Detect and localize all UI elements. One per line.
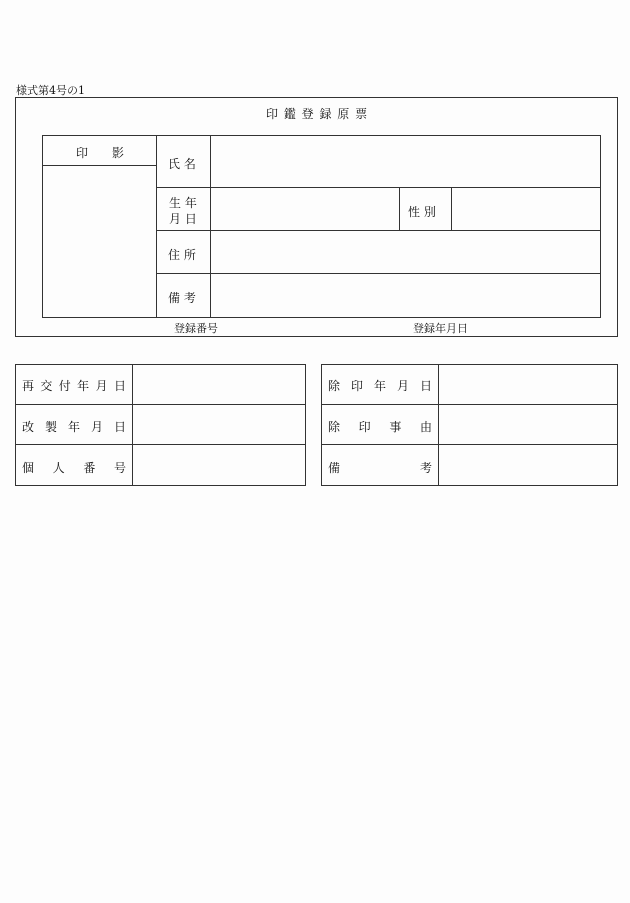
- label-char: 交: [40, 379, 53, 393]
- birth-label-line1: 生 年: [169, 196, 197, 210]
- label-char: 製: [44, 420, 57, 434]
- name-label: 氏 名: [168, 157, 196, 171]
- label-char: 再: [22, 379, 35, 393]
- form-number: 様式第4号の1: [16, 84, 85, 97]
- label-char: 個: [22, 461, 35, 475]
- label-char: 月: [396, 379, 409, 393]
- individual-number-field[interactable]: [133, 445, 305, 485]
- label-char: 日: [113, 420, 126, 434]
- removal-reason-label: [328, 418, 432, 435]
- label-char: 号: [113, 461, 126, 475]
- birth-label-line2: 月 日: [169, 212, 197, 226]
- lower-remarks-field[interactable]: [439, 445, 617, 485]
- label-char: 月: [95, 379, 108, 393]
- label-char: 年: [67, 420, 80, 434]
- address-label: 住 所: [168, 248, 196, 262]
- label-char: 除: [328, 379, 341, 393]
- registration-number-label: 登録番号: [174, 322, 218, 335]
- remarks-field[interactable]: [211, 274, 600, 317]
- form-title: 印 鑑 登 録 原 票: [266, 107, 369, 121]
- reissue-date-field[interactable]: [133, 365, 305, 404]
- label-char: 日: [419, 379, 432, 393]
- birthdate-field[interactable]: [211, 188, 399, 230]
- seal-impression-box[interactable]: [42, 135, 157, 318]
- label-char: 年: [373, 379, 386, 393]
- label-char: 印: [358, 420, 371, 434]
- reissue-date-label: [22, 377, 126, 394]
- gender-field[interactable]: [452, 188, 600, 230]
- label-char: 年: [77, 379, 90, 393]
- removal-date-field[interactable]: [439, 365, 617, 404]
- label-char: 付: [58, 379, 71, 393]
- label-char: 人: [52, 461, 65, 475]
- label-char: 事: [389, 420, 402, 434]
- label-char: 日: [113, 379, 126, 393]
- name-field[interactable]: [211, 136, 600, 187]
- address-field[interactable]: [211, 231, 600, 273]
- seal-impression-label: 印 影: [76, 146, 125, 160]
- label-char: 備: [328, 461, 341, 475]
- lower-remarks-label: [328, 459, 432, 476]
- label-char: 除: [328, 420, 341, 434]
- label-char: 由: [419, 420, 432, 434]
- label-char: 印: [350, 379, 363, 393]
- label-char: 考: [419, 461, 432, 475]
- gender-label: 性 別: [408, 205, 436, 219]
- label-char: 番: [83, 461, 96, 475]
- seal-label-divider: [42, 165, 157, 166]
- individual-number-label: [22, 459, 126, 476]
- label-char: 改: [22, 420, 35, 434]
- remade-date-label: [22, 418, 126, 435]
- registration-date-label: 登録年月日: [413, 322, 468, 335]
- gender-divider-left: [399, 187, 400, 231]
- removal-date-label: [328, 377, 432, 394]
- removal-reason-field[interactable]: [439, 405, 617, 444]
- remarks-label: 備 考: [168, 291, 196, 305]
- remade-date-field[interactable]: [133, 405, 305, 444]
- label-char: 月: [90, 420, 103, 434]
